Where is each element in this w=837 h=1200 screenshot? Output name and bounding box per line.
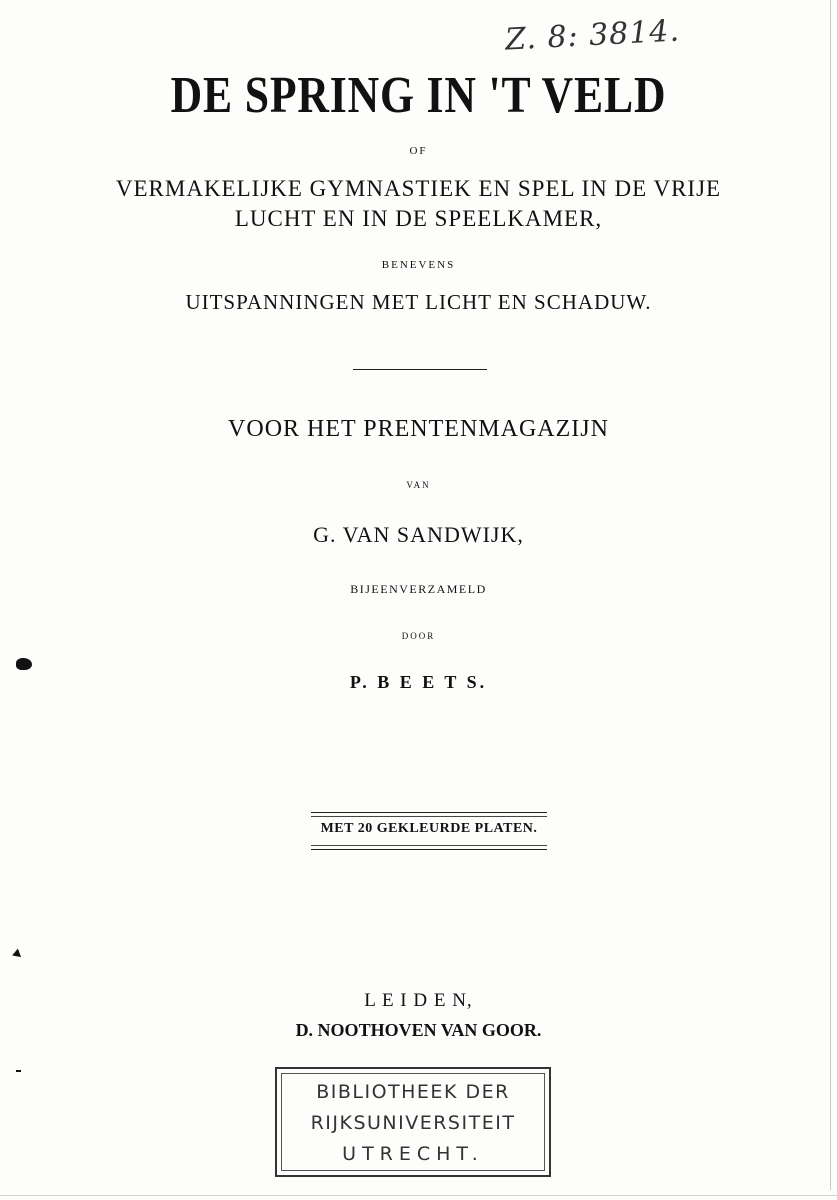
ink-speck-small xyxy=(16,1070,21,1072)
handwritten-shelfmark: Z. 8: 3814. xyxy=(504,13,681,58)
conjunction-door: DOOR xyxy=(401,631,436,641)
conjunction-benevens: BENEVENS xyxy=(381,259,456,271)
conjunction-van: VAN xyxy=(406,480,431,490)
compiled-label: BIJEENVERZAMELD xyxy=(350,582,487,596)
subtitle-line-1: VERMAKELIJKE GYMNASTIEK EN SPEL IN DE VRIJE xyxy=(115,176,722,201)
stamp-line-3: UTRECHT. xyxy=(342,1143,484,1165)
divider-rule xyxy=(353,369,487,370)
publisher-intro: VOOR HET PRENTENMAGAZIJN xyxy=(228,416,609,442)
imprint-place: L E I D E N, xyxy=(364,990,473,1011)
plates-notice: MET 20 GEKLEURDE PLATEN. xyxy=(320,821,538,836)
stamp-line-1: BIBLIOTHEEK DER xyxy=(316,1081,510,1103)
subtitle-line-3: UITSPANNINGEN MET LICHT EN SCHADUW. xyxy=(185,290,652,314)
subtitle-line-2: LUCHT EN IN DE SPEELKAMER, xyxy=(234,206,603,231)
ink-blot xyxy=(16,658,32,670)
ink-speck xyxy=(12,948,24,960)
book-title: DE SPRING IN 'T VELD xyxy=(170,67,667,124)
publisher-name: G. VAN SANDWIJK, xyxy=(313,522,524,547)
stamp-line-2: RIJKSUNIVERSITEIT xyxy=(310,1112,516,1134)
author-name: P. B E E T S. xyxy=(349,672,488,692)
library-stamp xyxy=(275,1067,551,1177)
page-edge-bottom xyxy=(0,1195,837,1196)
plates-notice-box xyxy=(311,812,547,850)
conjunction-of: OF xyxy=(409,145,428,157)
imprint-printer: D. NOOTHOVEN VAN GOOR. xyxy=(295,1020,542,1040)
